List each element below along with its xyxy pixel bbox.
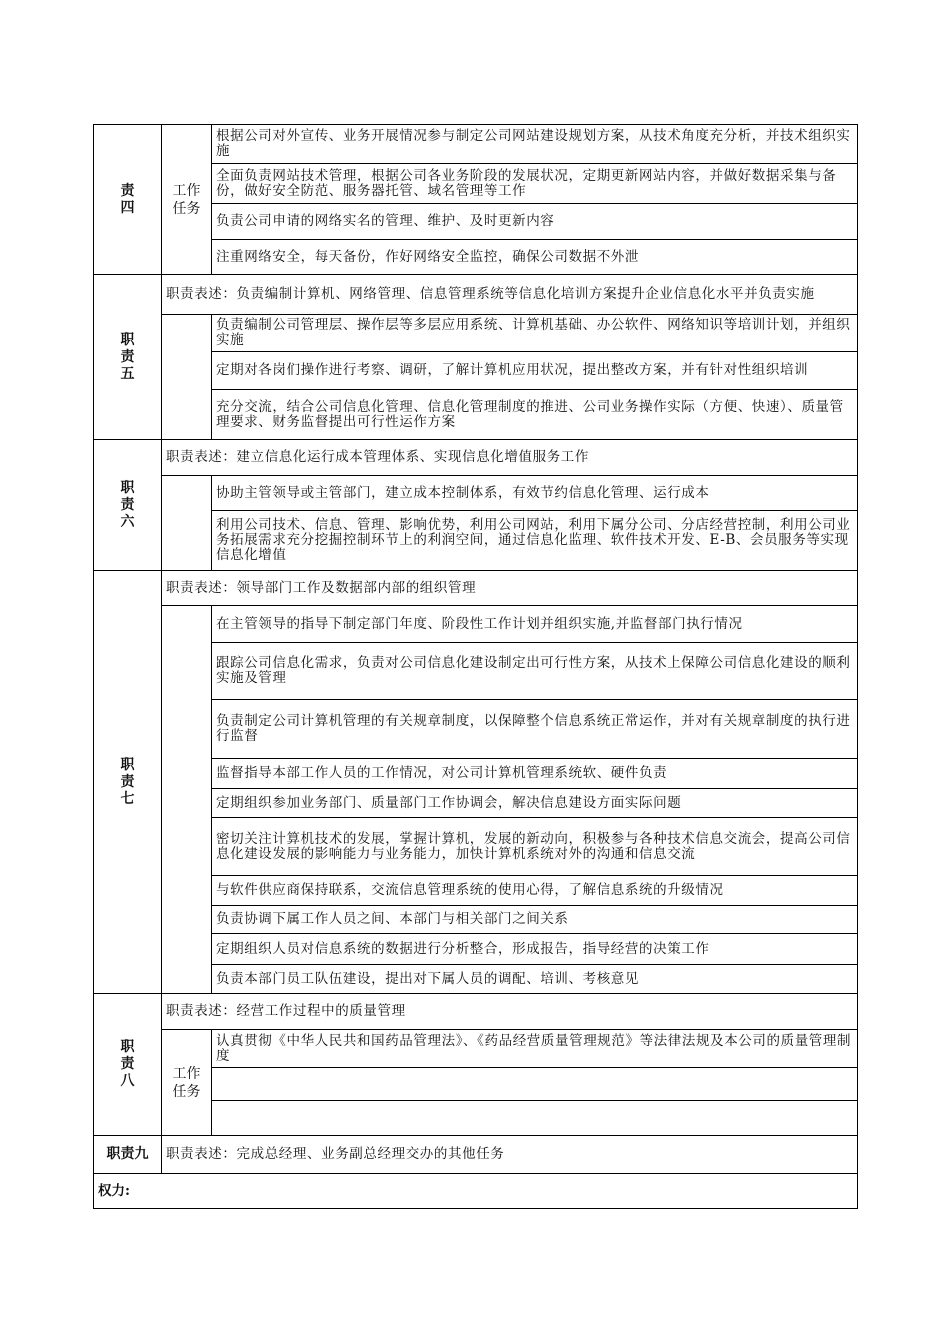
power-label: 权力: bbox=[94, 1174, 858, 1209]
duty7-description: 职责表述：领导部门工作及数据部内部的组织管理 bbox=[162, 571, 858, 606]
duty-table bbox=[93, 124, 858, 1209]
duty7-task-7: 与软件供应商保持联系，交流信息管理系统的使用心得，了解信息系统的升级情况 bbox=[212, 876, 858, 906]
duty4-task-3: 负责公司申请的网络实名的管理、维护、及时更新内容 bbox=[212, 204, 858, 240]
duty7-sub-label bbox=[162, 606, 212, 994]
duty4-task-2: 全面负责网站技术管理，根据公司各业务阶段的发展状况，定期更新网站内容，并做好数据采集与备份，做好安全防范、服务器托管、域名管理等工作 bbox=[212, 164, 858, 204]
duty7-task-2: 跟踪公司信息化需求，负责对公司信息化建设制定出可行性方案，从技术上保障公司信息化建设的顺利实施及管理 bbox=[212, 643, 858, 700]
duty4-task-4: 注重网络安全，每天备份，作好网络安全监控，确保公司数据不外泄 bbox=[212, 240, 858, 275]
duty7-task-6: 密切关注计算机技术的发展，掌握计算机，发展的新动向，积极参与各种技术信息交流会，提高公司信息化建设发展的影响能力与业务能力，加快计算机系统对外的沟通和信息交流 bbox=[212, 818, 858, 876]
duty5-task-3: 充分交流，结合公司信息化管理、信息化管理制度的推进、公司业务操作实际（方便、快速）、质量管理要求、财务监督提出可行性运作方案 bbox=[212, 390, 858, 440]
duty8-description: 职责表述：经营工作过程中的质量管理 bbox=[162, 994, 858, 1030]
duty5-description: 职责表述：负责编制计算机、网络管理、信息管理系统等信息化培训方案提升企业信息化水平并负责实施 bbox=[162, 275, 858, 315]
duty6-task-1: 协助主管领导或主管部门，建立成本控制体系，有效节约信息化管理、运行成本 bbox=[212, 476, 858, 511]
duty6-sub-label bbox=[162, 476, 212, 571]
duty7-label: 职责七 bbox=[94, 571, 162, 994]
duty7-task-9: 定期组织人员对信息系统的数据进行分析整合，形成报告，指导经营的决策工作 bbox=[212, 934, 858, 965]
duty6-description: 职责表述：建立信息化运行成本管理体系、实现信息化增值服务工作 bbox=[162, 440, 858, 476]
duty5-task-2: 定期对各岗们操作进行考察、调研，了解计算机应用状况，提出整改方案，并有针对性组织培训 bbox=[212, 352, 858, 390]
duty8-label: 职责八 bbox=[94, 994, 162, 1136]
duty7-task-1: 在主管领导的指导下制定部门年度、阶段性工作计划并组织实施,并监督部门执行情况 bbox=[212, 606, 858, 643]
duty8-task-2 bbox=[212, 1068, 858, 1101]
duty5-task-1: 负责编制公司管理层、操作层等多层应用系统、计算机基础、办公软件、网络知识等培训计划，并组织实施 bbox=[212, 315, 858, 352]
duty8-sub-label: 工作任务 bbox=[162, 1030, 212, 1136]
duty8-task-1: 认真贯彻《中华人民共和国药品管理法》、《药品经营质量管理规范》等法律法规及本公司的质量管理制度 bbox=[212, 1030, 858, 1068]
duty7-task-8: 负责协调下属工作人员之间、本部门与相关部门之间关系 bbox=[212, 906, 858, 934]
duty4-label: 责四 bbox=[94, 125, 162, 275]
duty9-description: 职责表述：完成总经理、业务副总经理交办的其他任务 bbox=[162, 1136, 858, 1174]
duty5-label: 职责五 bbox=[94, 275, 162, 440]
duty8-task-3 bbox=[212, 1101, 858, 1136]
duty7-task-5: 定期组织参加业务部门、质量部门工作协调会，解决信息建设方面实际问题 bbox=[212, 789, 858, 818]
duty6-task-2: 利用公司技术、信息、管理、影响优势，利用公司网站，利用下属分公司、分店经营控制，利用公司业务拓展需求充分挖掘控制环节上的利润空间，通过信息化监理、软件技术开发、E-B、会员服务等实现信息化增值 bbox=[212, 511, 858, 571]
duty7-task-4: 监督指导本部工作人员的工作情况，对公司计算机管理系统软、硬件负责 bbox=[212, 759, 858, 789]
duty4-task-1: 根据公司对外宣传、业务开展情况参与制定公司网站建设规划方案，从技术角度充分析，并技术组织实施 bbox=[212, 125, 858, 164]
duty7-task-10: 负责本部门员工队伍建设，提出对下属人员的调配、培训、考核意见 bbox=[212, 965, 858, 994]
duty9-label: 职责九 bbox=[94, 1136, 162, 1174]
duty5-sub-label bbox=[162, 315, 212, 440]
duty4-sub-label: 工作任务 bbox=[162, 125, 212, 275]
duty6-label: 职责六 bbox=[94, 440, 162, 571]
duty7-task-3: 负责制定公司计算机管理的有关规章制度，以保障整个信息系统正常运作，并对有关规章制度的执行进行监督 bbox=[212, 700, 858, 759]
